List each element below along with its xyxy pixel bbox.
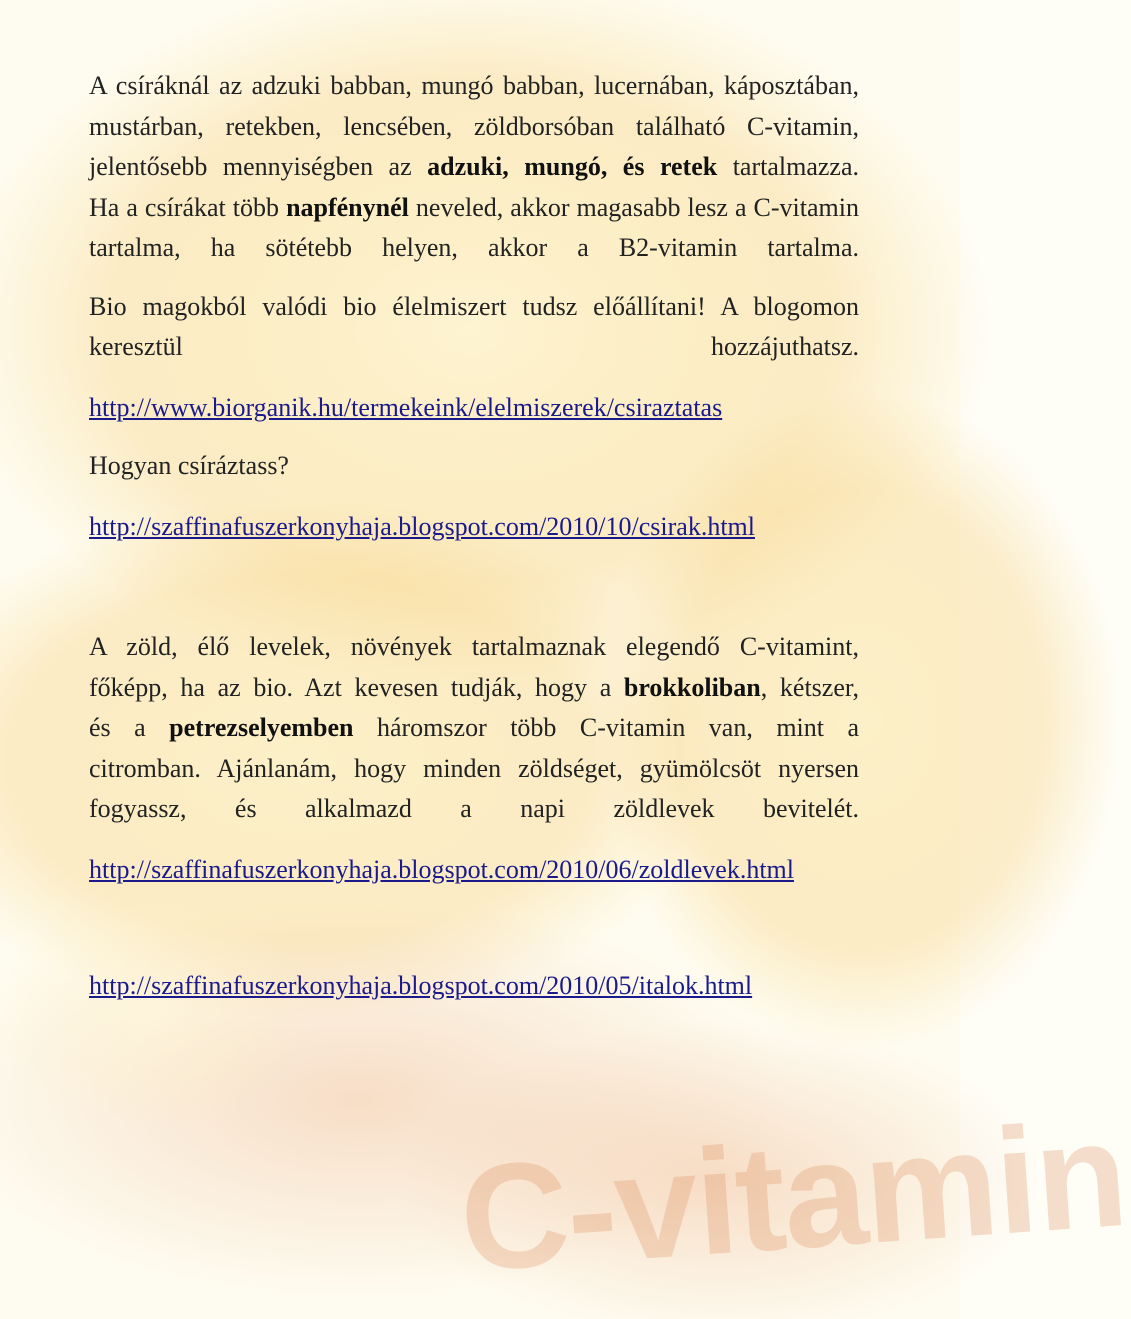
document-body bbox=[89, 66, 859, 1007]
bold-sunlight: napfénynél bbox=[286, 192, 409, 222]
paragraph-sprouts-vitamin-c: A csíráknál az adzuki babban, mungó babban, lucernában, káposztában, mustárban, retekben, lencsében, zöldborsóban található C-vitamin, jelentősebb mennyiségben az adzuki, mungó, és retek tartalmazza. bbox=[89, 71, 859, 181]
link-csirak-blog[interactable]: http://szaffinafuszerkonyhaja.blogspot.com/2010/10/csirak.html bbox=[89, 511, 755, 541]
heading-how-to-sprout: Hogyan csíráztass? bbox=[89, 451, 289, 480]
link-italok-blog[interactable]: http://szaffinafuszerkonyhaja.blogspot.com/2010/05/italok.html bbox=[89, 971, 753, 1000]
link-biorganik[interactable]: http://www.biorganik.hu/termekeink/elelmiszerek/csiraztatas bbox=[89, 392, 723, 422]
bold-broccoli: brokkoliban bbox=[623, 672, 761, 702]
bold-sprout-list: adzuki, mungó, és retek bbox=[427, 152, 718, 181]
watermark-text: C-vitamin bbox=[454, 1088, 1131, 1304]
paragraph-sunlight: Ha a csírákat több napfénynél neveled, akkor magasabb lesz a C-vitamin tartalma, ha sötétebb helyen, akkor a B2-vitamin tartalma. bbox=[89, 192, 859, 262]
paragraph-bio-seeds: Bio magokból valódi bio élelmiszert tudsz előállítani! A blogomon keresztül hozzájuthatsz. bbox=[89, 291, 859, 361]
link-zoldlevek-blog[interactable]: http://szaffinafuszerkonyhaja.blogspot.com/2010/06/zoldlevek.html bbox=[89, 854, 794, 884]
paragraph-green-leaves: A zöld, élő levelek, növények tartalmaznak elegendő C-vitamint, főképp, ha az bio. Azt kevesen tudják, hogy a brokkoliban, kétszer, és a petrezselyemben háromszor több C-vitamin van, mint a citromban. Ajánlanám, hogy minden zöldséget, gyümölcsöt nyersen fogyassz, és alkalmazd a napi zöldlevek bevitelét. bbox=[89, 632, 859, 823]
bold-parsley: petrezselyemben bbox=[169, 713, 354, 742]
